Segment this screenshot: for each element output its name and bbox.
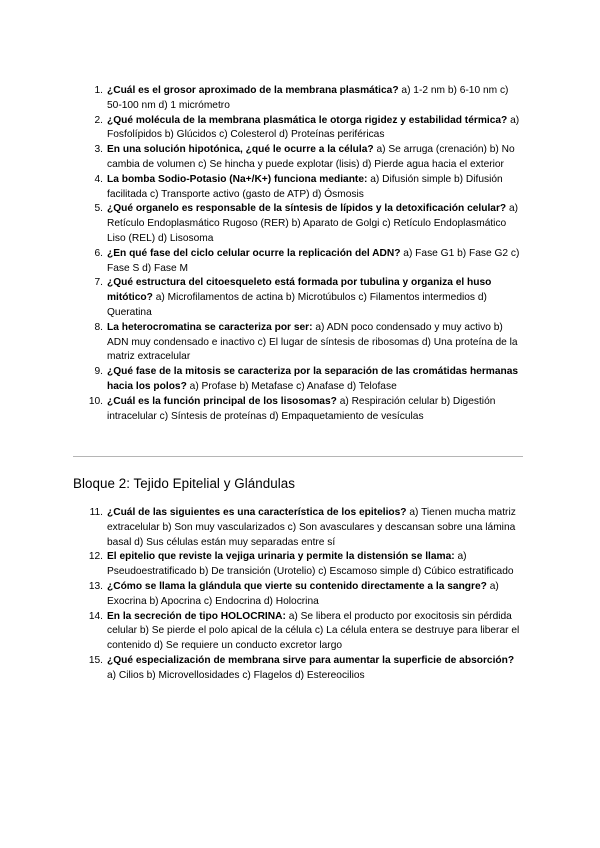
question-text: ¿Cuál es la función principal de los lisosomas? [107, 395, 337, 407]
question-item [94, 202, 522, 246]
question-options: a) Tienen mucha matriz extracelular b) Son muy vascularizados c) Son avasculares y descansan sobre una lámina basal d) Sus células están muy separadas entre sí [107, 507, 516, 548]
question-text: ¿Qué molécula de la membrana plasmática le otorga rigidez y estabilidad térmica? [107, 114, 508, 126]
question-text: ¿Qué especialización de membrana sirve para aumentar la superficie de absorción? [107, 654, 515, 666]
question-number: 15. [88, 654, 103, 666]
question-text: ¿Cuál es el grosor aproximado de la membrana plasmática? [107, 85, 399, 96]
question-text: El epitelio que reviste la vejiga urinaria y permite la distensión se llama: [107, 551, 455, 563]
question-options: a) Fosfolípidos b) Glúcidos c) Colesterol d) Proteínas periféricas [107, 114, 520, 141]
question-text: La heterocromatina se caracteriza por ser: [107, 321, 313, 333]
question-options: a) Retículo Endoplasmático Rugoso (RER) b) Aparato de Golgi c) Retículo Endoplasmático Liso (REL) d) Lisosoma [107, 203, 519, 244]
question-number: 6. [94, 247, 103, 259]
question-text: ¿Qué organelo es responsable de la síntesis de lípidos y la detoxificación celular? [107, 203, 507, 215]
question-item [94, 173, 522, 203]
question-list-block-2 [88, 506, 522, 684]
question-item [89, 506, 522, 550]
question-number: 8. [94, 321, 103, 333]
question-options: a) Microfilamentos de actina b) Microtúbulos c) Filamentos intermedios d) Queratina [107, 292, 487, 318]
question-number: 7. [94, 277, 103, 289]
question-options: a) ADN poco condensado y muy activo b) ADN muy condensado e inactivo c) El lugar de síntesis de ribosomas d) Una proteína de la matriz extracelular [107, 321, 518, 363]
question-options: a) Exocrina b) Apocrina c) Endocrina d) Holocrina [107, 580, 499, 607]
question-number: 14. [88, 610, 103, 622]
question-item [94, 247, 522, 277]
question-options: a) Difusión simple b) Difusión facilitada c) Transporte activo (gasto de ATP) d) Ósmosis [107, 173, 503, 200]
question-list-block-1 [88, 84, 522, 424]
question-item [94, 321, 522, 365]
question-options: a) Cilios b) Microvellosidades c) Flagelos d) Estereocilios [107, 669, 365, 681]
question-number: 5. [94, 203, 103, 215]
question-item [94, 365, 522, 395]
question-number: 13. [88, 580, 103, 592]
question-item [88, 580, 522, 610]
question-options: a) Pseudoestratificado b) De transición (Urotelio) c) Escamoso simple d) Cúbico estratificado [107, 551, 514, 578]
question-number: 9. [94, 366, 103, 378]
question-number: 11. [89, 507, 103, 518]
question-item [94, 84, 522, 114]
question-item [88, 654, 522, 684]
question-options: a) Respiración celular b) Digestión intracelular c) Síntesis de proteínas d) Empaquetamiento de vesículas [107, 395, 496, 422]
question-number: 3. [94, 144, 103, 156]
question-number: 10. [88, 395, 103, 407]
question-number: 4. [94, 173, 103, 185]
question-item [88, 610, 522, 654]
question-text: La bomba Sodio-Potasio (Na+/K+) funciona mediante: [107, 173, 368, 185]
question-text: En la secreción de tipo HOLOCRINA: [107, 610, 286, 622]
question-item [94, 143, 522, 173]
section-heading: Bloque 2: Tejido Epitelial y Glándulas [73, 476, 295, 491]
question-text: ¿Cuál de las siguientes es una característica de los epitelios? [107, 507, 407, 518]
question-number: 12. [88, 551, 103, 563]
question-number: 1. [94, 85, 103, 96]
question-text: ¿Qué estructura del citoesqueleto está formada por tubulina y organiza el huso mitótico? [107, 277, 492, 304]
question-text: ¿Qué fase de la mitosis se caracteriza por la separación de las cromátidas hermanas hacia los polos? [107, 366, 519, 392]
question-options: a) Se libera el producto por exocitosis sin pérdida celular b) Se pierde el polo apical de la célula c) La célula entera se destruye para liberar el contenido d) Se requiere un conducto excretor largo [107, 610, 520, 652]
question-text: En una solución hipotónica, ¿qué le ocurre a la célula? [107, 144, 374, 156]
question-text: ¿Cómo se llama la glándula que vierte su contenido directamente a la sangre? [107, 580, 487, 592]
section-divider [73, 456, 523, 457]
question-options: a) Profase b) Metafase c) Anafase d) Telofase [189, 380, 397, 392]
question-options: a) 1-2 nm b) 6-10 nm c) 50-100 nm d) 1 micrómetro [107, 85, 509, 111]
question-number: 2. [94, 114, 103, 126]
question-text: ¿En qué fase del ciclo celular ocurre la replicación del ADN? [107, 247, 401, 259]
question-item [88, 550, 522, 580]
question-item [88, 395, 522, 425]
question-options: a) Fase G1 b) Fase G2 c) Fase S d) Fase M [107, 247, 520, 274]
question-options: a) Se arruga (crenación) b) No cambia de volumen c) Se hincha y puede explotar (lisis) d) Pierde agua hacia el exterior [107, 144, 515, 170]
question-item [94, 114, 522, 144]
question-item [94, 276, 522, 320]
